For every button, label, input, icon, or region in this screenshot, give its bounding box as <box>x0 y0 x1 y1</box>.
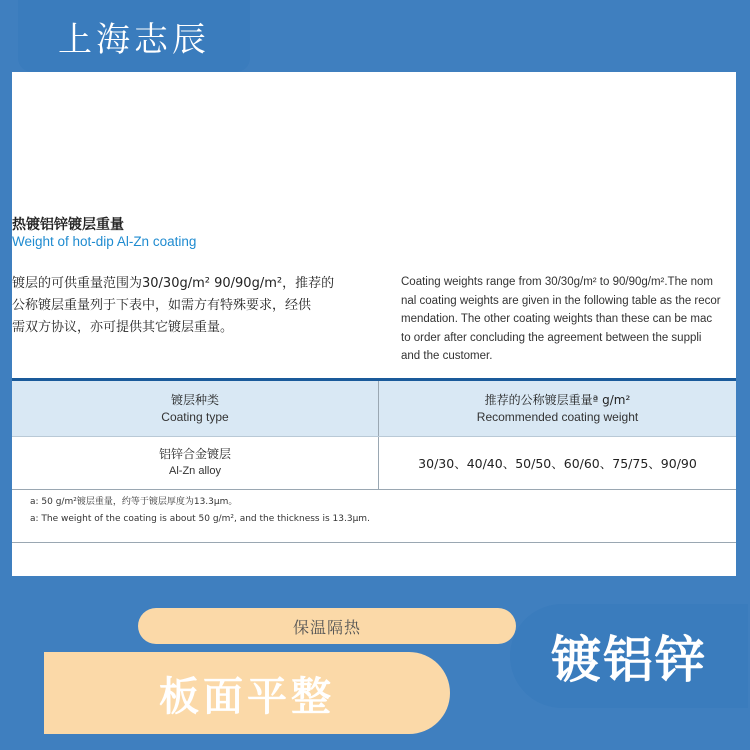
feature-tag-large-label: 板面平整 <box>159 673 335 720</box>
paragraph-en-line: Coating weights range from 30/30g/m² to 90/90g/m².The nom <box>401 276 713 288</box>
paragraph-cn-line: 镀层的可供重量范围为30/30g/m² 90/90g/m²，推荐的 <box>12 276 335 291</box>
header-en: Recommended coating weight <box>476 409 639 424</box>
paragraph-en-line: mendation. The other coating weights than these can be mac <box>401 313 713 325</box>
table-header-row <box>12 381 736 437</box>
note-en: a: The weight of the coating is about 50 g/m², and the thickness is 13.3μm. <box>30 514 370 524</box>
paragraph-cn-line: 需双方协议，亦可提供其它镀层重量。 <box>12 320 234 335</box>
cell-coating-type <box>12 437 379 489</box>
paragraph-chinese <box>12 273 362 339</box>
brand-tab <box>18 0 250 72</box>
note-cn: a: 50 g/m²镀层重量，约等于镀层厚度为13.3μm。 <box>30 497 238 507</box>
notes-divider <box>12 542 736 543</box>
product-badge <box>510 604 748 708</box>
section-title: 热镀铝锌镀层重量 <box>12 217 124 233</box>
paragraph-en-line: to order after concluding the agreement between the suppli <box>401 331 702 344</box>
paragraph-en-line: nal coating weights are given in the following table as the recor <box>401 294 721 307</box>
feature-tag-small-label: 保温隔热 <box>292 617 361 637</box>
coating-table <box>12 378 736 490</box>
header-en: Coating type <box>161 409 229 424</box>
cell-type-en: Al-Zn alloy <box>169 465 221 477</box>
cell-weights-value: 30/30、40/40、50/50、60/60、75/75、90/90 <box>418 455 697 471</box>
header-coating-type <box>12 381 379 436</box>
header-cn: 镀层种类 <box>170 392 219 407</box>
header-coating-weight <box>379 381 736 436</box>
paragraph-cn-line: 公称镀层重量列于下表中，如需方有特殊要求，经供 <box>12 298 312 313</box>
table-notes <box>30 494 370 528</box>
feature-tag-small <box>138 608 516 644</box>
paragraph-english <box>401 273 736 366</box>
table-row <box>12 437 736 490</box>
section-subtitle: Weight of hot-dip Al-Zn coating <box>12 234 197 249</box>
cell-type-cn: 铝锌合金镀层 <box>158 447 231 461</box>
header-cn: 推荐的公称镀层重量ª g/m² <box>484 392 631 407</box>
product-name: 镀铝锌 <box>551 631 707 689</box>
cell-weights <box>379 437 736 489</box>
feature-tag-large <box>44 652 450 734</box>
paragraph-en-line: and the customer. <box>401 350 493 362</box>
brand-name: 上海志辰 <box>58 19 210 60</box>
document-image <box>12 72 736 576</box>
